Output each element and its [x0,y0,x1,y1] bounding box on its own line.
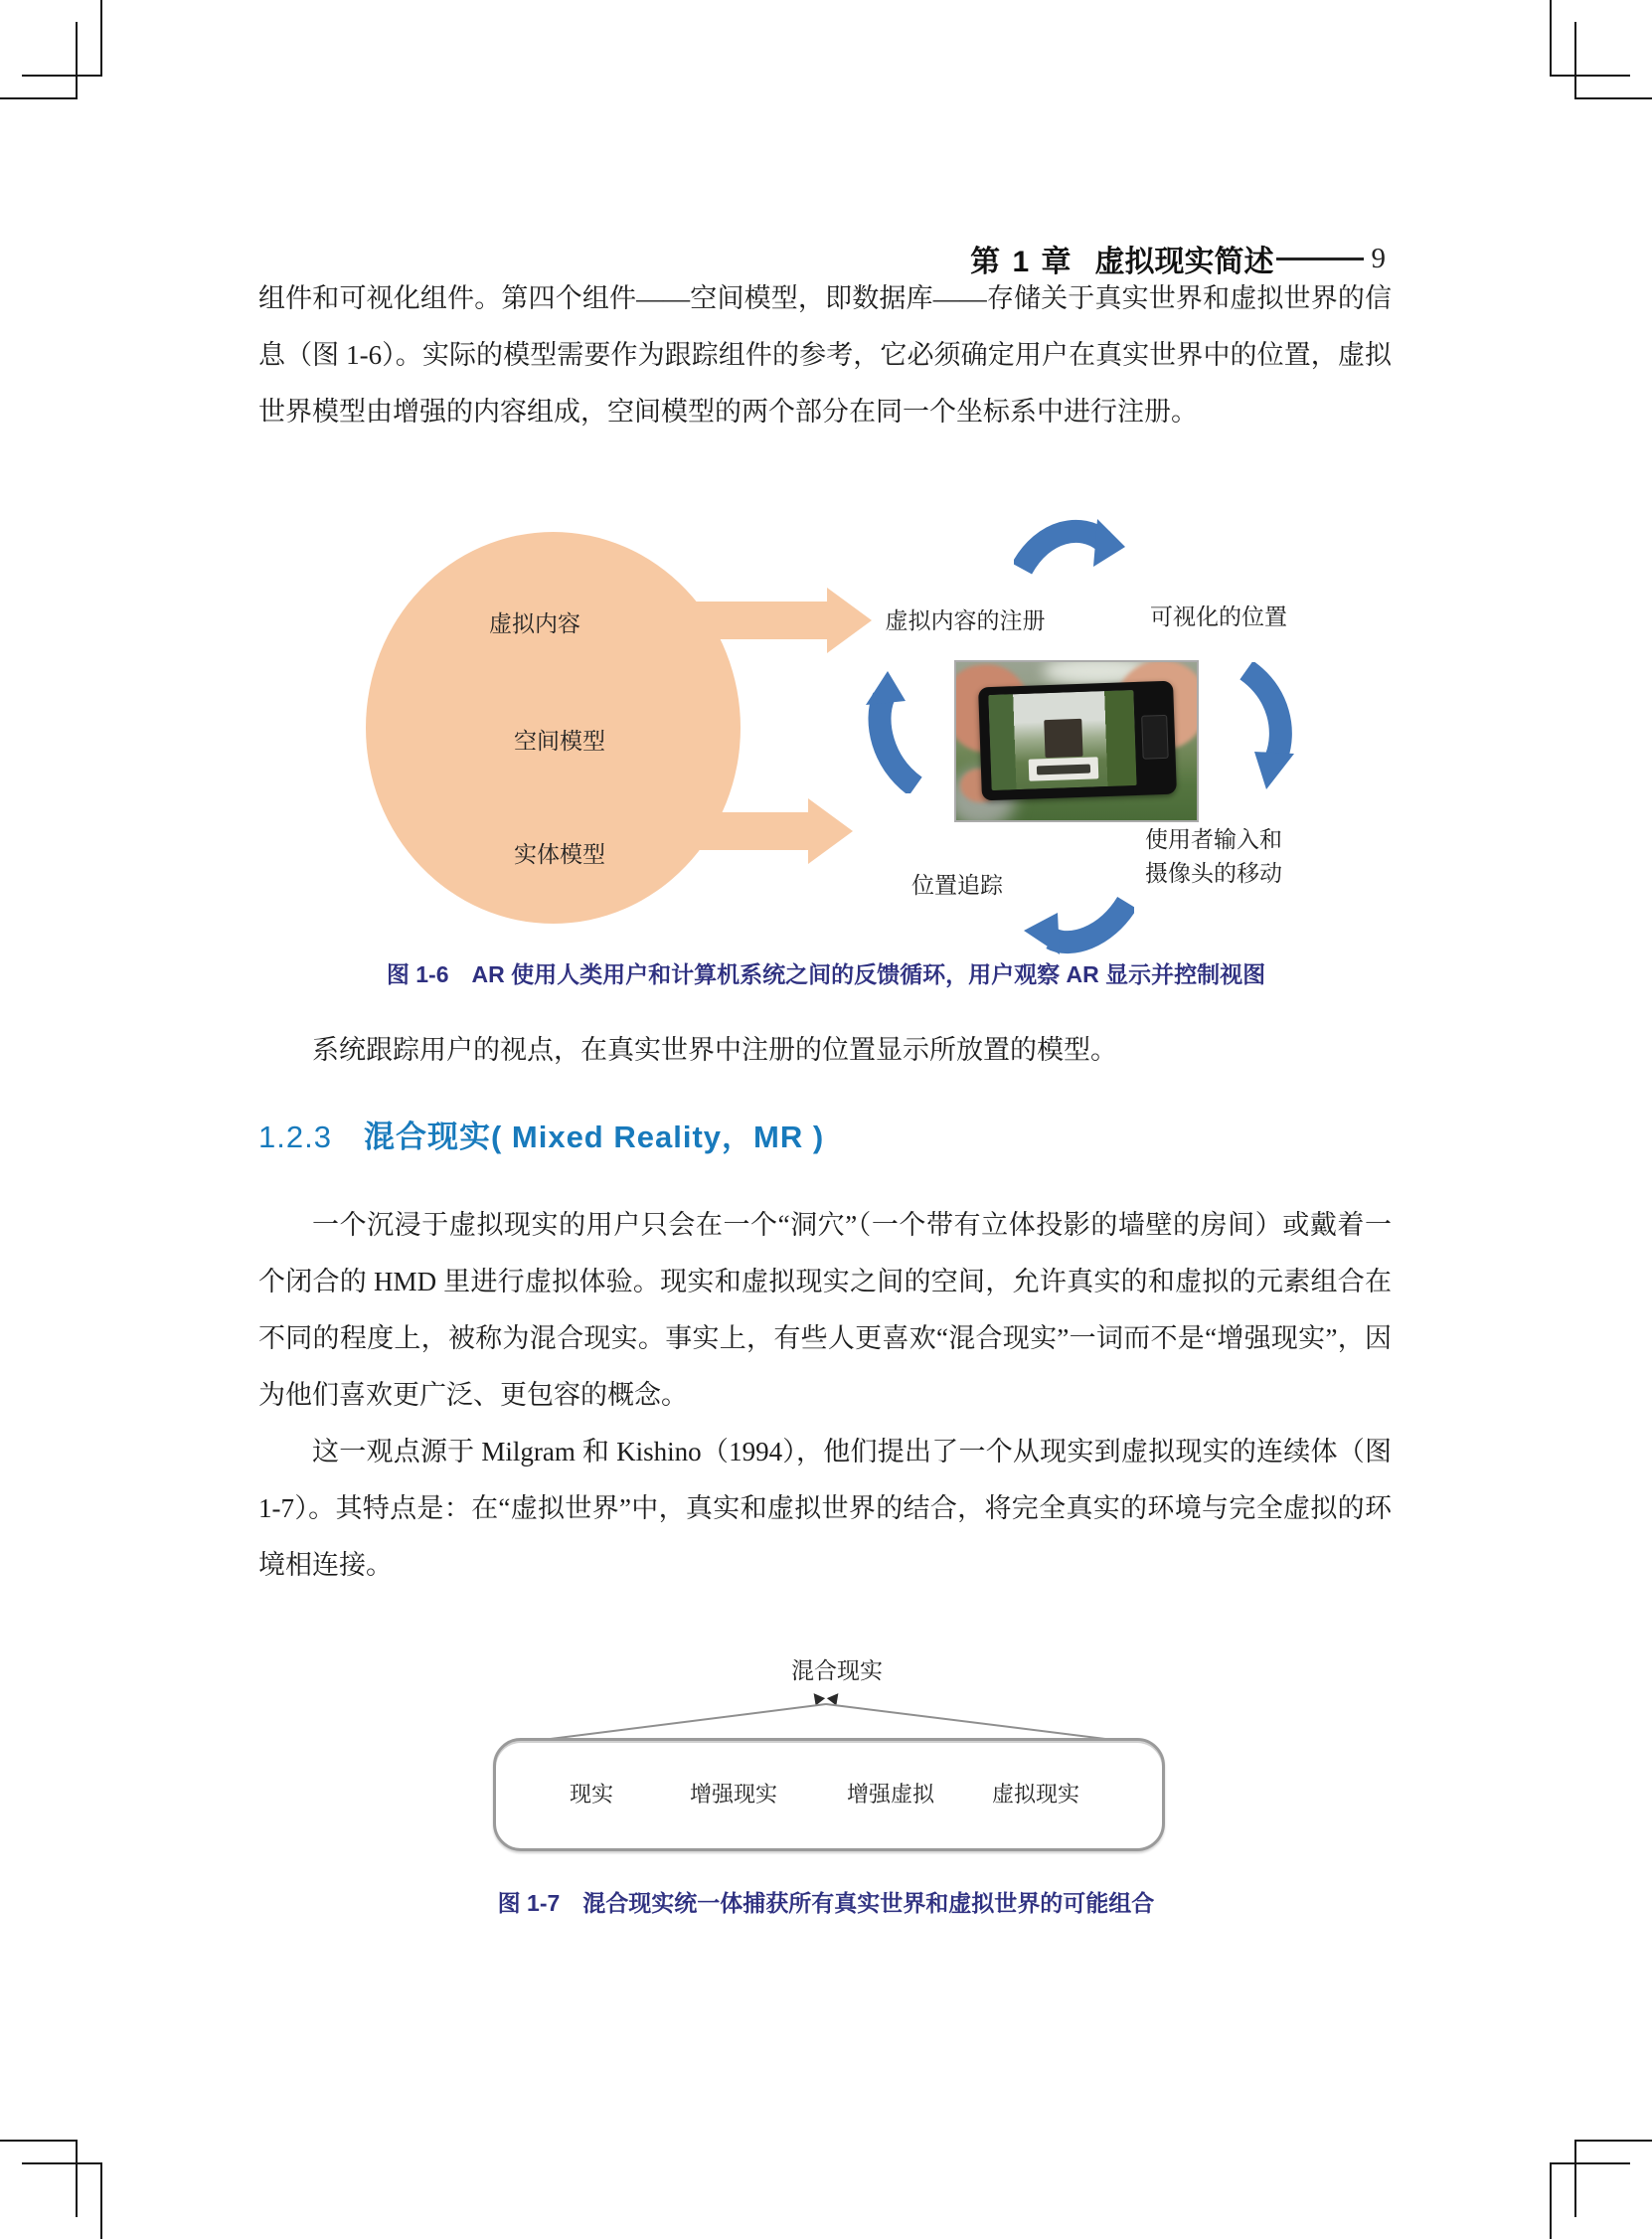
chapter-number: 第 1 章 [970,246,1074,278]
section-number: 1.2.3 [258,1120,332,1154]
cycle-arrow-down-icon [1235,662,1296,791]
sphere-label-virtual-content: 虚拟内容 [489,611,580,636]
section-heading-1-2-3 [258,1112,824,1156]
page-number: 9 [1371,242,1386,274]
sphere-label-entity-model: 实体模型 [514,842,605,867]
phone-bezel-camera [1141,715,1169,760]
screen-building [1045,719,1083,759]
peach-arrow-top-bar [676,602,827,639]
cycle-arrow-right-icon [1014,515,1126,579]
label-visualized-position: 可视化的位置 [1150,604,1287,629]
peach-arrow-top-head [827,588,872,653]
figure-1-6-caption: 图 1-6 AR 使用人类用户和计算机系统之间的反馈循环，用户观察 AR 显示并控制视图 [386,961,1266,987]
continuum-label-reality: 现实 [569,1782,613,1807]
cycle-arrow-up-icon [860,669,925,793]
figure-1-7 [0,1621,1652,1869]
crop-mark-bottom-right-inner [1574,2140,1652,2217]
figure-1-6 [258,505,1402,957]
ar-phone-photo [954,660,1199,822]
label-user-input-line2: 摄像头的移动 [1145,861,1282,886]
label-content-registration: 虚拟内容的注册 [885,608,1046,633]
paragraph-1: 组件和可视化组件。第四个组件——空间模型，即数据库——存储关于真实世界和虚拟世界的信息（图 1-6）。实际的模型需要作为跟踪组件的参考，它必须确定用户在真实世界中的位置，虚拟世界模型由增强的内容组成，空间模型的两个部分在同一个坐标系中进行注册。 [258,283,1392,427]
paragraph-2: 系统跟踪用户的视点，在真实世界中注册的位置显示所放置的模型。 [312,1035,1117,1065]
screen-sign-text [1037,764,1091,775]
continuum-label-augmented-virtuality: 增强虚拟 [846,1782,934,1807]
crop-mark-top-left-inner [0,22,78,99]
phone-screen [988,690,1136,790]
continuum-label-virtual-reality: 虚拟现实 [991,1782,1079,1807]
paragraph-4: 这一观点源于 Milgram 和 Kishino（1994），他们提出了一个从现实到虚拟现实的连续体（图 1-7）。其特点是：在“虚拟世界”中，真实和虚拟世界的结合，将完全真实的环境与完全虚拟的环境相连接。 [258,1437,1392,1580]
chapter-title: 虚拟现实简述 [1094,246,1274,278]
mixed-reality-label: 混合现实 [791,1658,883,1683]
cycle-arrow-left-icon [1022,891,1134,956]
label-user-input-line1: 使用者输入和 [1145,827,1282,852]
sphere-label-spatial-model: 空间模型 [514,729,605,754]
peach-arrow-bottom-head [808,798,853,864]
figure-1-7-caption: 图 1-7 混合现实统一体捕获所有真实世界和虚拟世界的可能组合 [497,1890,1155,1916]
crop-mark-top-right-inner [1574,22,1652,99]
crop-mark-bottom-left-inner [0,2140,78,2217]
label-user-input [1145,823,1282,891]
screen-sign [1029,757,1099,780]
header-rule [1276,258,1364,260]
peach-arrow-bottom-bar [676,812,808,850]
section-title: 混合现实( Mixed Reality，MR ) [363,1120,825,1154]
peach-arrow-top [676,588,872,653]
photo-smartphone [978,681,1177,801]
paragraph-3: 一个沉浸于虚拟现实的用户只会在一个“洞穴”（一个带有立体投影的墙壁的房间）或戴着一个闭合的 HMD 里进行虚拟体验。现实和虚拟现实之间的空间，允许真实的和虚拟的元素组合在不同的程度上，被称为混合现实。事实上，有些人更喜欢“混合现实”一词而不是“增强现实”，因为他们喜欢更广泛、更包容的概念。 [258,1210,1392,1410]
continuum-label-augmented-reality: 增强现实 [689,1782,777,1807]
peach-arrow-bottom [676,798,853,864]
label-position-tracking: 位置追踪 [911,873,1003,898]
